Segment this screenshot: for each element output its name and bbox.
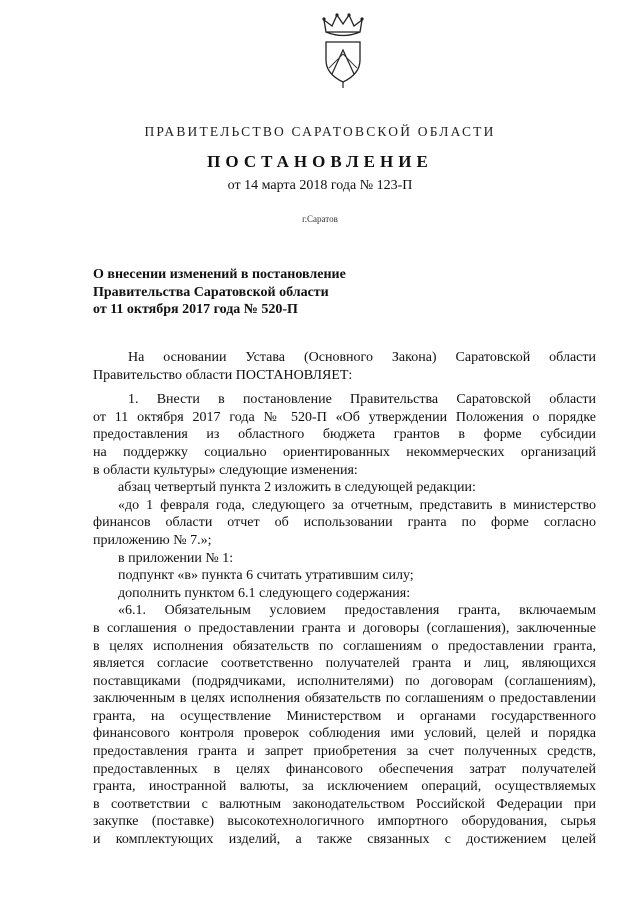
text-line: в соглашения о предоставлении гранта и договоры (соглашения), заключенные bbox=[93, 620, 596, 636]
text-line: 1. Внести в постановление Правительства Саратовской области bbox=[128, 392, 596, 408]
text-line: предоставления гранта и запрет приобретения за счет полученных средств, bbox=[93, 744, 596, 760]
text-line: в целях исполнения обязательств по соглашениям о предоставлении гранта, bbox=[93, 638, 596, 654]
text-line: и комплектующих изделий, а также связанных с достижением целей bbox=[93, 832, 596, 848]
text-line: финансового контроля проверок соблюдения ими условий, целей и порядка bbox=[93, 726, 596, 742]
city-name: г.Саратов bbox=[302, 214, 338, 224]
text-line: приложению № 7.»; bbox=[93, 532, 212, 548]
text-line: «до 1 февраля года, следующего за отчетным, представить в министерство bbox=[118, 497, 596, 513]
document-date-number: от 14 марта 2018 года № 123-П bbox=[227, 178, 413, 193]
clause-6-1-paragraph bbox=[93, 602, 596, 848]
subitem-paragraph: подпункт «в» пункта 6 считать утратившим силу; bbox=[118, 568, 414, 584]
text-line: является согласие соответственно получателей гранта и лиц, являющихся bbox=[93, 656, 596, 672]
text-line: Правительство области ПОСТАНОВЛЯЕТ: bbox=[93, 367, 353, 383]
text-line: предоставления из областного бюджета грантов в форме субсидии bbox=[93, 427, 596, 443]
amendment-paragraph: абзац четвертый пункта 2 изложить в следующей редакции: bbox=[118, 480, 476, 496]
subject-line: Правительства Саратовской области bbox=[93, 284, 329, 300]
text-line: предоставленных в целях финансового обеспечения затрат получателей bbox=[93, 761, 596, 777]
government-name: ПРАВИТЕЛЬСТВО САРАТОВСКОЙ ОБЛАСТИ bbox=[144, 124, 496, 139]
saratov-coat-of-arms-emblem bbox=[318, 12, 368, 88]
document-body bbox=[93, 349, 596, 849]
text-line: гранта, иностранной валюты, за исключением операций, осуществляемых bbox=[93, 779, 596, 795]
text-line: поставщиками (подрядчиками, исполнителями) по договорам (соглашениям), bbox=[93, 673, 596, 689]
text-line: финансов области отчет об использовании гранта по форме согласно bbox=[93, 515, 596, 531]
document-type-title: ПОСТАНОВЛЕНИЕ bbox=[207, 152, 433, 171]
text-line: заключенным в целях исполнения обязательств по соглашениям о предоставлении bbox=[93, 691, 596, 707]
text-line: гранта, на осуществление Министерством и органами государственного bbox=[93, 708, 596, 724]
document-subject bbox=[93, 266, 513, 319]
text-line: на поддержку социально ориентированных некоммерческих организаций bbox=[93, 444, 596, 460]
text-line: от 11 октября 2017 года № 520-П «Об утверждении Положения о порядке bbox=[93, 409, 596, 425]
text-line: «6.1. Обязательным условием предоставления гранта, включаемым bbox=[118, 603, 596, 619]
item-1-paragraph bbox=[93, 391, 596, 479]
annex-paragraph: в приложении № 1: bbox=[118, 550, 234, 566]
new-wording-paragraph bbox=[93, 497, 596, 550]
subject-line: О внесении изменений в постановление bbox=[93, 267, 346, 282]
text-line: в области культуры» следующие изменения: bbox=[93, 462, 358, 478]
text-line: закупке (поставке) высокотехнологичного импортного оборудования, сырья bbox=[93, 814, 596, 830]
subject-line: от 11 октября 2017 года № 520-П bbox=[93, 302, 298, 317]
text-line: На основании Устава (Основного Закона) Саратовской области bbox=[128, 350, 596, 365]
text-line: в соответствии с валютным законодательством Российской Федерации при bbox=[93, 796, 596, 812]
preamble-paragraph bbox=[93, 349, 596, 384]
addition-paragraph: дополнить пунктом 6.1 следующего содержания: bbox=[118, 585, 411, 601]
